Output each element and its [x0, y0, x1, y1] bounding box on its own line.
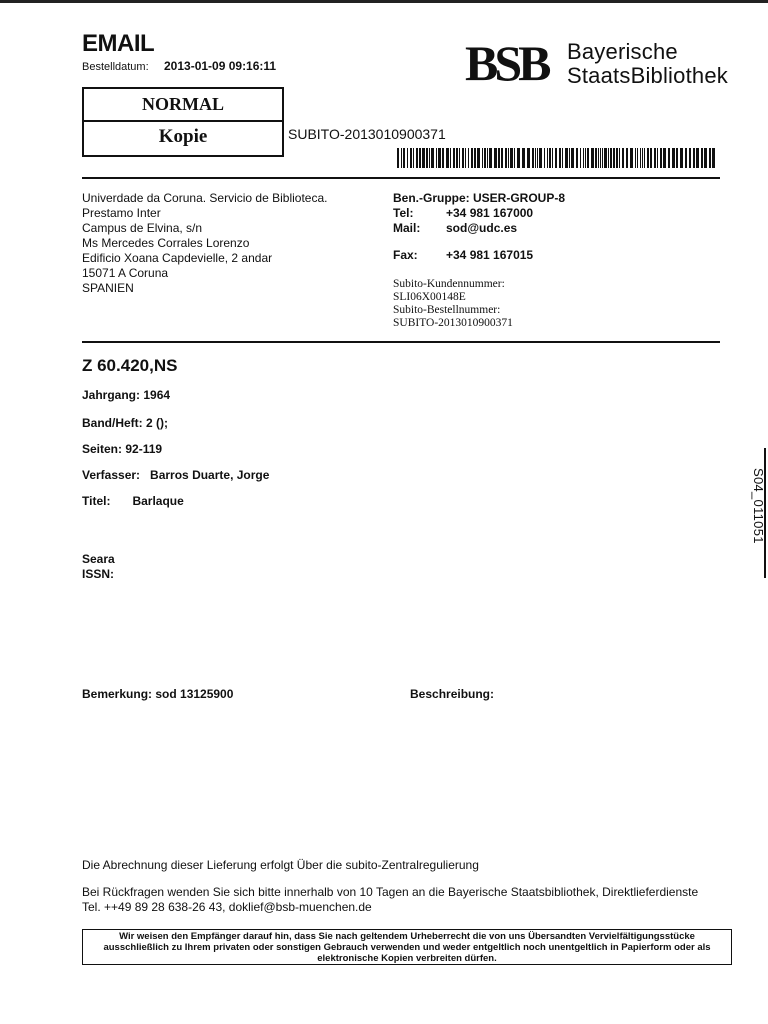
journal-block [82, 552, 115, 582]
address-line: Campus de Elvina, s/n [82, 221, 203, 235]
year-label: Jahrgang: [82, 388, 141, 402]
user-group: Ben.-Gruppe: USER-GROUP-8 [393, 191, 566, 205]
year-value: 1964 [143, 388, 171, 402]
volume-field [82, 416, 168, 430]
tel-value: +34 981 167000 [446, 206, 534, 220]
side-code [750, 468, 768, 598]
page-top-border [0, 0, 768, 3]
description-label: Beschreibung: [410, 687, 495, 701]
bsb-logo-line2: StaatsBibliothek [567, 63, 728, 88]
contact-fax [393, 248, 565, 263]
fax-label: Fax: [393, 248, 418, 262]
priority-label: NORMAL [84, 89, 282, 122]
address-line: SPANIEN [82, 281, 134, 295]
queries-contact: Tel. ++49 89 28 638-26 43, doklief@bsb-muenchen.de [82, 900, 372, 914]
queries-line: Bei Rückfragen wenden Sie sich bitte innerhalb von 10 Tagen an die Bayerische Staatsbibliothek, Direktlieferdienste [82, 885, 699, 899]
barcode-icon [397, 148, 716, 168]
mail-value: sod@udc.es [446, 221, 518, 235]
remark: Bemerkung: sod 13125900 [82, 687, 234, 701]
order-number-value: SUBITO-2013010900371 [393, 317, 513, 329]
address-line: Univerdade da Coruna. Servicio de Biblioteca. [82, 191, 328, 205]
notice-line: Wir weisen den Empfänger darauf hin, dass Sie nach geltendem Urheberrecht die von uns Übersandten Vervielfältigungsstücke [119, 931, 695, 942]
bsb-logo-mark: BSB [465, 35, 548, 91]
pages-label: Seiten: [82, 442, 123, 456]
customer-number-label: Subito-Kundennummer: [393, 278, 505, 290]
contact-tel [393, 206, 565, 221]
pages-value: 92-119 [125, 442, 163, 456]
address-line: 15071 A Coruna [82, 266, 169, 280]
delivery-type: Kopie [158, 126, 208, 147]
customer-address [82, 191, 327, 296]
billing-note: Die Abrechnung dieser Lieferung erfolgt Über die subito-Zentralregulierung [82, 858, 479, 872]
divider [82, 177, 720, 179]
copyright-notice [82, 929, 732, 965]
journal-title: Seara [82, 552, 115, 566]
title-label: Titel: [82, 494, 111, 508]
customer-number-value: SLI06X00148E [393, 291, 466, 303]
issn-label: ISSN: [82, 567, 115, 581]
side-code-text: S04_011051 [751, 468, 766, 544]
call-number: Z 60.420,NS [82, 356, 178, 375]
author-value: Barros Duarte, Jorge [150, 468, 270, 482]
contact-mail [393, 221, 565, 236]
volume-value: 2 (); [146, 416, 169, 430]
status-box [82, 87, 284, 157]
address-line: Ms Mercedes Corrales Lorenzo [82, 236, 250, 250]
order-number-label: Subito-Bestellnummer: [393, 304, 501, 316]
divider [82, 341, 720, 343]
tel-label: Tel: [393, 206, 414, 220]
volume-label: Band/Heft: [82, 416, 143, 430]
author-label: Verfasser: [82, 468, 141, 482]
title-value: Barlaque [132, 494, 184, 508]
address-line: Prestamo Inter [82, 206, 161, 220]
bsb-logo-line1: Bayerische [567, 39, 678, 64]
contact-block [393, 191, 565, 263]
fax-value: +34 981 167015 [446, 248, 534, 262]
year-field [82, 388, 170, 402]
notice-line: ausschließlich zu Ihrem privaten oder sonstigen Gebrauch verwenden und weder entgeltlich noch unentgeltlich in Papierform oder als [103, 942, 711, 953]
title-field [82, 494, 184, 508]
document-type: EMAIL [82, 30, 155, 57]
address-line: Edificio Xoana Capdevielle, 2 andar [82, 251, 273, 265]
author-field [82, 468, 269, 482]
order-date-value: 2013-01-09 09:16:11 [164, 59, 277, 73]
notice-line: elektronische Kopien verbreiten dürfen. [317, 953, 497, 964]
pages-field [82, 442, 162, 456]
mail-label: Mail: [393, 221, 421, 235]
order-date-label: Bestelldatum: [82, 61, 149, 73]
order-reference: SUBITO-2013010900371 [288, 126, 446, 142]
subito-ids [393, 278, 513, 330]
queries-note [82, 885, 698, 915]
